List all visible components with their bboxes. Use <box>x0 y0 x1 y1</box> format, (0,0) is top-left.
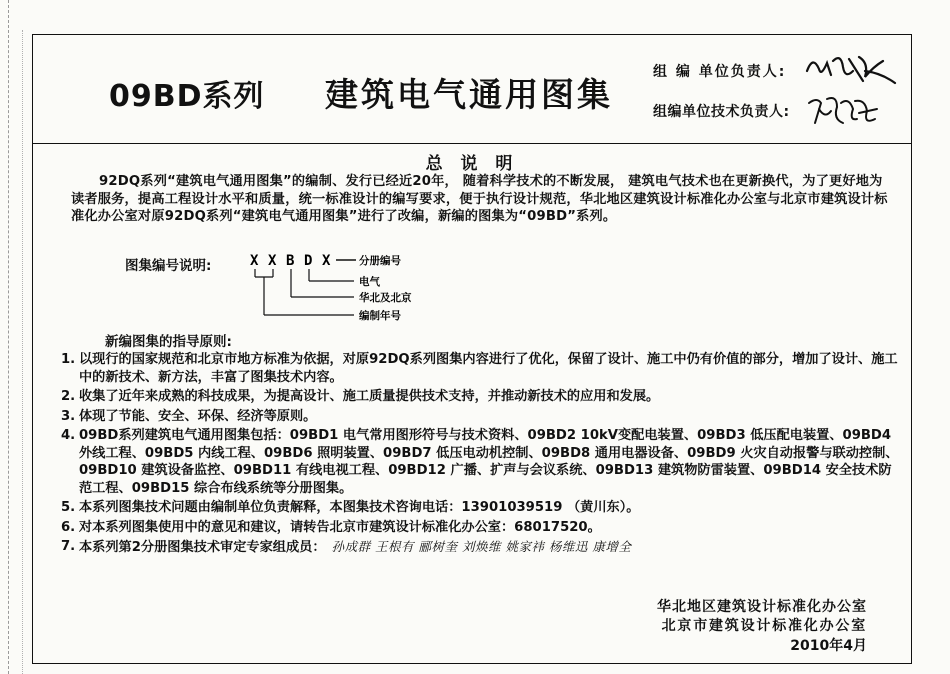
tech-responsible-label: 组编单位技术负责人: <box>653 104 790 120</box>
principle-number: 3. <box>61 408 76 424</box>
code-letter-4: D <box>304 253 313 269</box>
issue-date: 2010年4月 <box>790 638 867 654</box>
legend-region: 华北及北京 <box>359 292 412 304</box>
intro-paragraph: 92DQ系列“建筑电气通用图集”的编制、发行已经近20年， 随着科学技术的不断发展， 建筑电气技术也在更新换代，为了更好地为读者服务，提高工程设计水平和质量，统一标准设计的编写要求，便于执行设计规范，华北地区建筑设计标准化办公室与北京市建筑设计标准化办公室对原92DQ系列“建筑电气通用图集”进行了改编，新编的图集为“09BD”系列。 <box>71 174 888 224</box>
principle-number: 7. <box>61 539 76 554</box>
org-north-china: 华北地区建筑设计标准化办公室 <box>657 599 867 615</box>
principle-number: 6. <box>61 519 76 535</box>
principle-number: 4. <box>61 428 76 443</box>
responsible-label: 组 编 单位负责人: <box>653 64 787 80</box>
code-label: 图集编号说明: <box>125 258 212 274</box>
principles-title: 新编图集的指导原则: <box>105 334 232 350</box>
principle-text: 收集了近年来成熟的科技成果，为提高设计、施工质量提供技术支持，并推动新技术的应用和发展。 <box>79 389 660 404</box>
principle-item-4 <box>61 427 903 497</box>
part-number-label: 分册编号 <box>359 255 401 267</box>
principle-item-3 <box>61 408 903 426</box>
scan-edge-inner <box>22 30 24 674</box>
principle-text: 对本系列图集使用中的意见和建议，请转告北京市建筑设计标准化办公室：68017520。 <box>79 519 601 535</box>
code-letter-5: X <box>322 253 331 269</box>
principle-text: 本系列图集技术问题由编制单位负责解释，本图集技术咨询电话：13901039519 （黄川东）。 <box>79 500 640 515</box>
title-block <box>33 35 911 144</box>
code-letter-3: B <box>286 253 295 269</box>
code-letter-2: X <box>268 253 277 269</box>
principle-number: 2. <box>61 389 76 404</box>
expert-names: 孙成群 王根有 郦树奎 刘焕维 姚家祎 杨维迅 康增全 <box>331 539 632 554</box>
main-title: 建筑电气通用图集 <box>325 75 613 114</box>
document-frame <box>32 34 912 664</box>
responsible-signature <box>803 49 898 89</box>
scan-edge <box>8 0 12 674</box>
principle-number: 5. <box>61 500 76 515</box>
legend-year: 编制年号 <box>359 310 401 322</box>
principle-item-6 <box>61 519 903 537</box>
org-beijing: 北京市建筑设计标准化办公室 <box>661 618 867 634</box>
legend-electrical: 电气 <box>359 276 380 288</box>
code-diagram <box>238 247 478 327</box>
principle-item-2 <box>61 388 903 406</box>
principle-text: 09BD系列建筑电气通用图集包括：09BD1 电气常用图形符号与技术资料、09BD2 10kV变配电装置、09BD3 低压配电装置、09BD4 外线工程、09BD5 内线工程、09BD6 照明装置、09BD7 低压电动机控制、09BD8 通用电器设备、09BD9 火灾自动报警与联动控制、09BD10 建筑设备监控、09BD11 有线电视工程、09BD12 广播、扩声与会议系统、09BD13 建筑物防雷装置、09BD14 安全技术防范工程、09BD15 综合布线系统等分册图集。 <box>79 428 899 496</box>
principle-item-7 <box>61 538 903 557</box>
principle-text: 本系列第2分册图集技术审定专家组成员： <box>79 540 326 555</box>
principle-text: 以现行的国家规范和北京市地方标准为依据，对原92DQ系列图集内容进行了优化，保留了设计、施工中仍有价值的部分，增加了设计、施工中的新技术、新方法，丰富了图集技术内容。 <box>79 352 898 385</box>
series-title: 09BD系列 <box>109 79 265 114</box>
principle-text: 体现了节能、安全、环保、经济等原则。 <box>79 408 317 424</box>
principle-number: 1. <box>61 352 76 367</box>
principle-item-5 <box>61 499 903 517</box>
tech-signature <box>803 89 883 131</box>
section-title: 总 说 明 <box>425 154 519 174</box>
code-letter-1: X <box>250 253 259 269</box>
principle-item-1 <box>61 351 903 386</box>
principles-list <box>61 351 903 559</box>
